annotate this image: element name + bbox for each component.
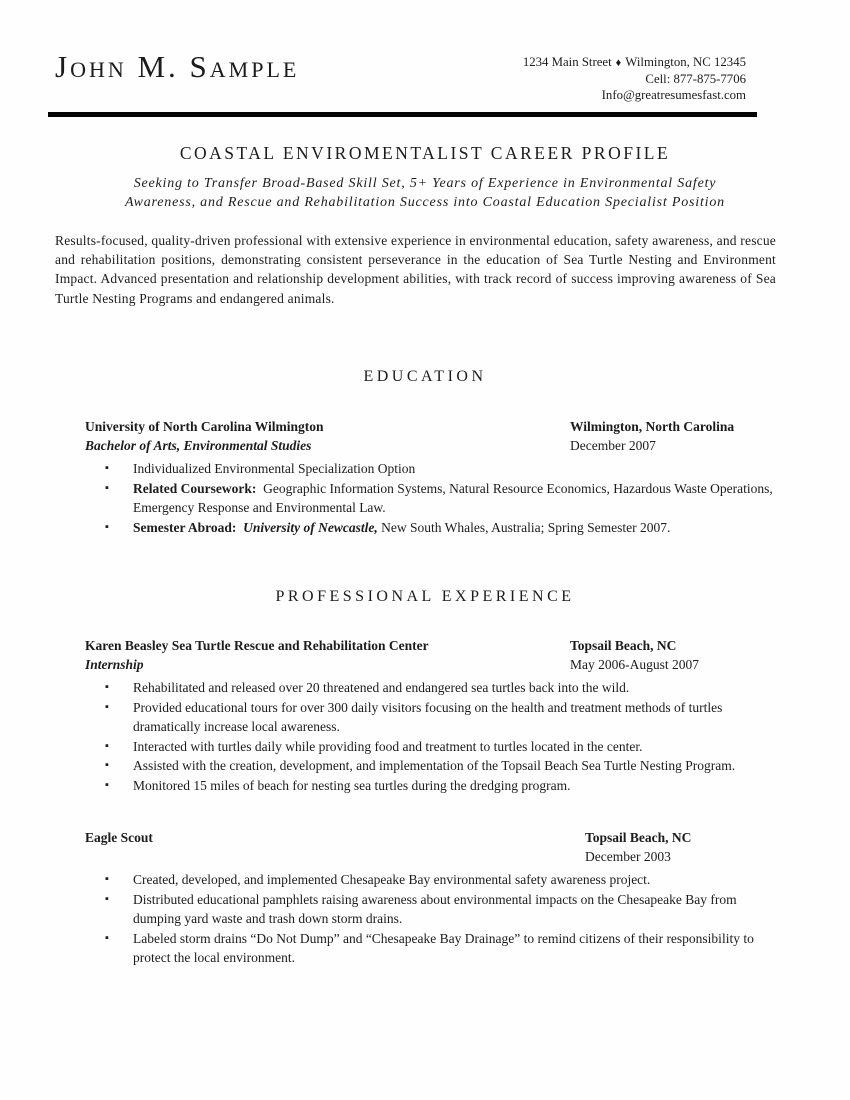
bullet-text: Rehabilitated and released over 20 threatened and endangered sea turtles back into the wild. [133,680,630,695]
bullet-square-icon: ▪ [105,892,109,905]
bullet-text: Monitored 15 miles of beach for nesting sea turtles during the dredging program. [133,777,571,793]
employer-name: Karen Beasley Sea Turtle Rescue and Rehabilitation Center [85,638,429,653]
bullet-text: Individualized Environmental Specialization Option [133,461,416,476]
list-item [85,870,776,890]
contact-email: Info@greatresumesfast.com [601,88,746,102]
bullet-text: Interacted with turtles daily while providing food and treatment to turtles located in the center. [133,738,643,754]
school-location: Wilmington, North Carolina [570,419,735,434]
employer-name: Eagle Scout [85,830,153,845]
summary-paragraph: Results-focused, quality-driven professional with extensive experience in environmental education, safety awareness, and rescue and rehabilitation positions, demonstrating consistent perseverance in the education of Sea Turtle Nesting and Environment Impact. Advanced presentation and relationship development abilities, with track record of success improving awareness of Sea Turtle Nesting Programs and endangered animals. [55,233,776,306]
bullet-text: Provided educational tours for over 300 daily visitors focusing on the health and treatment methods of turtles dramatically increase local awareness. [133,699,723,734]
contact-cell: Cell: 877-875-7706 [645,72,746,86]
candidate-name: John M. Sample [55,49,300,84]
bullet-square-icon: ▪ [105,759,109,771]
tagline-line-1: Seeking to Transfer Broad-Based Skill Set, 5+ Years of Experience in Environmental Safety [133,176,717,191]
education-bullet-list [85,459,776,537]
school-name: University of North Carolina Wilmington [85,419,324,434]
career-profile-title: COASTAL ENVIROMENTALIST CAREER PROFILE [179,143,671,163]
bullet-square-icon: ▪ [105,700,109,713]
bullet-text: Related Coursework: Geographic Information Systems, Natural Resource Economics, Hazardous Waste Operations, Emergency Response and Environmental Law. [133,480,773,515]
bullet-square-icon: ▪ [105,739,109,752]
experience-entry-subheader-row [85,655,776,674]
bullet-text: Semester Abroad: University of Newcastle, New South Whales, Australia; Spring Semester 2007. [133,519,671,535]
contact-street: 1234 Main Street [522,55,612,69]
education-entry-subheader-row [85,436,776,455]
career-profile-tagline [0,175,850,212]
employer-location: Topsail Beach, NC [585,830,692,845]
list-item [85,518,776,538]
employment-dates: May 2006-August 2007 [570,657,699,672]
list-item [85,890,776,929]
list-item [85,459,776,479]
education-entry [85,417,776,537]
contact-address-line [523,54,746,71]
experience-bullet-list [85,678,776,795]
education-section-heading: EDUCATION [363,368,487,385]
degree-name: Bachelor of Arts, Environmental Studies [85,438,312,453]
bullet-text: Assisted with the creation, development, and implementation of the Topsail Beach Sea Turtle Nesting Program. [133,758,736,773]
list-item [85,756,776,776]
list-item [85,678,776,698]
list-item [85,737,776,757]
experience-entry-subheader-row [85,847,776,866]
bullet-text: Distributed educational pamphlets raising awareness about environmental impacts on the Chesapeake Bay from dumping yard waste and trash down storm drains. [133,891,737,926]
list-item [85,479,776,518]
experience-entry [85,828,776,968]
bullet-square-icon: ▪ [105,778,109,791]
header-divider-rule [48,112,757,117]
graduation-date: December 2007 [570,438,656,453]
tagline-line-2: Awareness, and Rescue and Rehabilitation Success into Coastal Education Specialist Position [125,194,725,210]
bullet-text: Labeled storm drains “Do Not Dump” and “Chesapeake Bay Drainage” to remind citizens of their responsibility to protect the local environment. [133,930,754,965]
experience-entry [85,636,776,795]
employer-location: Topsail Beach, NC [570,638,677,653]
bullet-square-icon: ▪ [105,462,109,474]
employment-dates: December 2003 [585,849,671,864]
diamond-separator-icon: ♦ [615,57,622,69]
experience-entry-header-row [85,636,776,655]
list-item [85,776,776,796]
contact-city: Wilmington, NC 12345 [625,55,746,69]
bullet-square-icon: ▪ [105,873,109,885]
experience-section-heading: PROFESSIONAL EXPERIENCE [275,588,575,605]
list-item [85,929,776,968]
experience-bullet-list [85,870,776,968]
bullet-square-icon: ▪ [105,520,109,533]
bullet-square-icon: ▪ [105,931,109,944]
contact-block [523,54,746,103]
list-item [85,698,776,737]
bullet-text: Created, developed, and implemented Chesapeake Bay environmental safety awareness project. [133,872,651,887]
experience-entry-header-row [85,828,776,847]
bullet-square-icon: ▪ [105,481,109,494]
bullet-square-icon: ▪ [105,681,109,693]
education-entry-header-row [85,417,776,436]
job-title: Internship [85,657,144,672]
